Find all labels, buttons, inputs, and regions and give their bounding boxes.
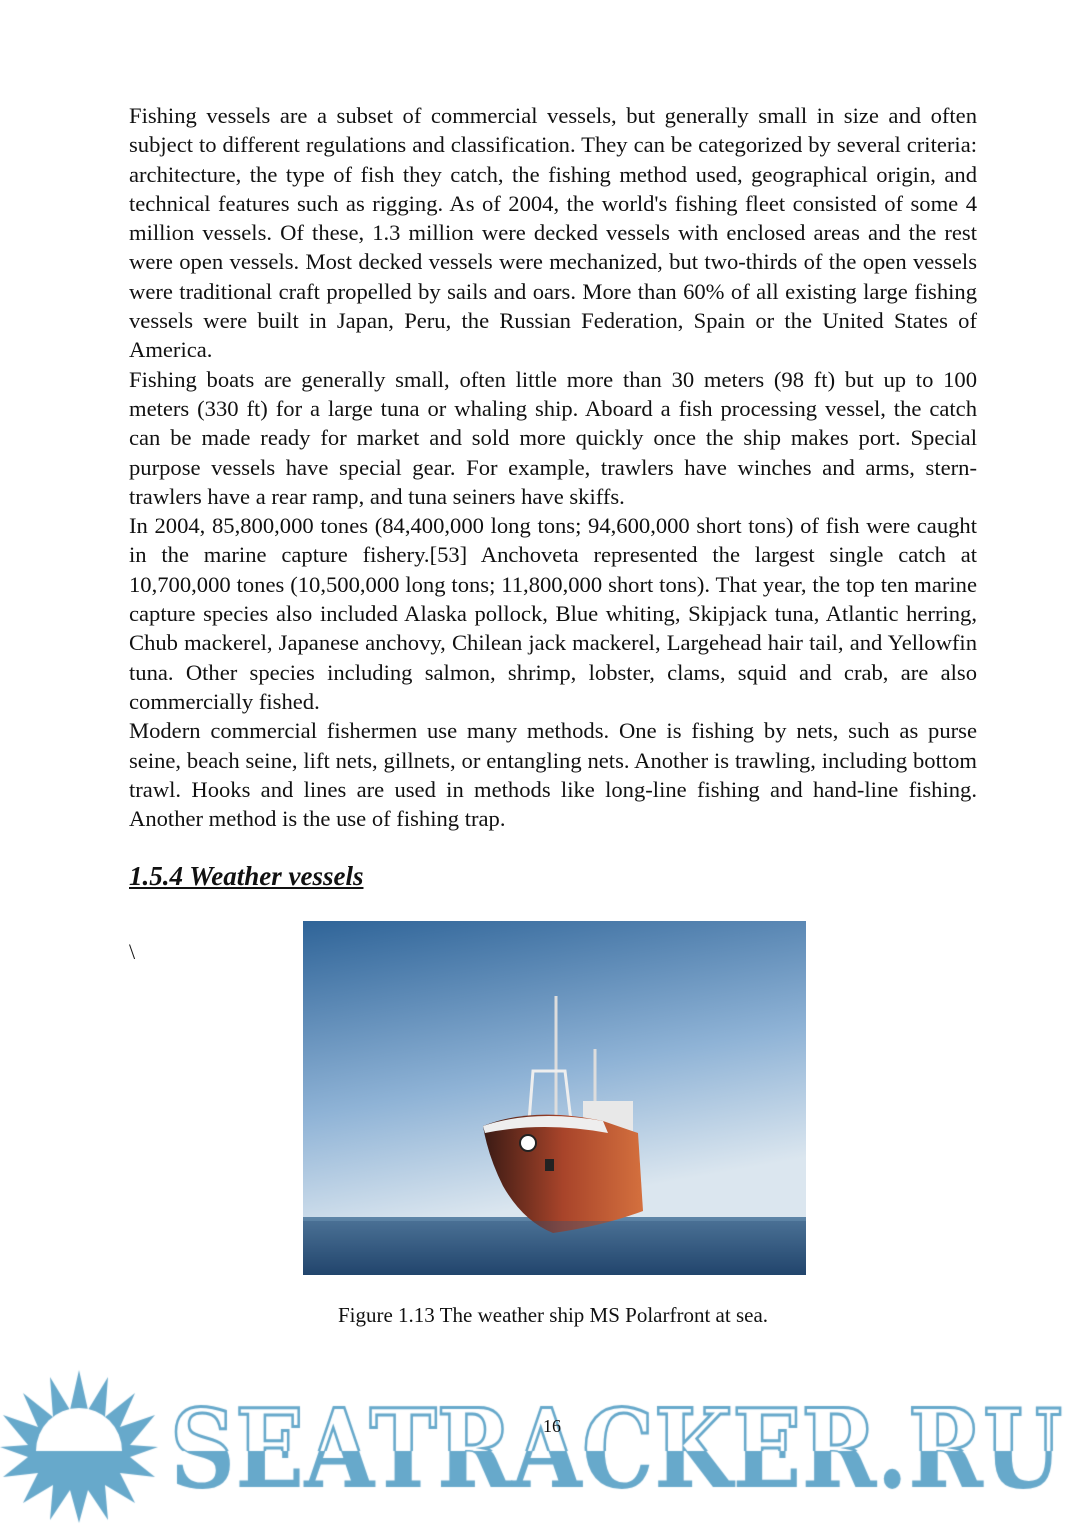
paragraph: Fishing boats are generally small, often little more than 30 meters (98 ft) but up to 100 meters (330 ft) for a large tuna or whaling ship. Aboard a fish processing vessel, the catch can be made ready for market and sold more quickly once the ship makes port. Special purpose vessels have special gear. For example, trawlers have winches and arms, stern-trawlers have a rear ramp, and tuna seiners have skiffs. — [129, 366, 977, 509]
paragraph: Fishing vessels are a subset of commercial vessels, but generally small in size and often subject to different regulations and classification. They can be categorized by several criteria: architecture, the type of fish they catch, the fishing method used, geographical origin, and technical features such as rigging. As of 2004, the world's fishing fleet consisted of some 4 million vessels. Of these, 1.3 million were decked vessels with enclosed areas and the rest were open vessels. Most decked vessels were mechanized, but two-thirds of the open vessels were traditional craft propelled by sails and oars. More than 60% of all existing large fishing vessels were built in Japan, Peru, the Russian Federation, Spain or the United States of America. — [129, 103, 977, 363]
seatracker-watermark-logo — [0, 1365, 1080, 1527]
page-number: 16 — [543, 1416, 561, 1436]
paragraph: In 2004, 85,800,000 tones (84,400,000 long tons; 94,600,000 short tons) of fish were caught in the marine capture fishery.[53] Anchoveta represented the largest single catch at 10,700,000 tones (10,500,000 long tons; 11,800,000 short tons). That year, the top ten marine capture species also included Alaska pollock, Blue whiting, Skipjack tuna, Atlantic herring, Chub mackerel, Japanese anchovy, Chilean jack mackerel, Largehead hair tail, and Yellowfin tuna. Other species including salmon, shrimp, lobster, clams, squid and crab, are also commercially fished. — [129, 513, 977, 714]
section-heading: 1.5.4 Weather vessels — [129, 861, 364, 892]
page-content — [129, 101, 977, 1328]
stray-character: \ — [129, 939, 136, 965]
figure-caption: Figure 1.13 The weather ship MS Polarfront at sea. — [337, 1303, 769, 1328]
ship-photo — [303, 921, 806, 1275]
figure — [129, 921, 977, 1275]
paragraph: Modern commercial fishermen use many methods. One is fishing by nets, such as purse seine, beach seine, lift nets, gillnets, or entangling nets. Another is trawling, including bottom trawl. Hooks and lines are used in methods like long-line fishing and hand-line fishing. Another method is the use of fishing trap. — [129, 718, 977, 832]
body-text — [129, 101, 977, 833]
